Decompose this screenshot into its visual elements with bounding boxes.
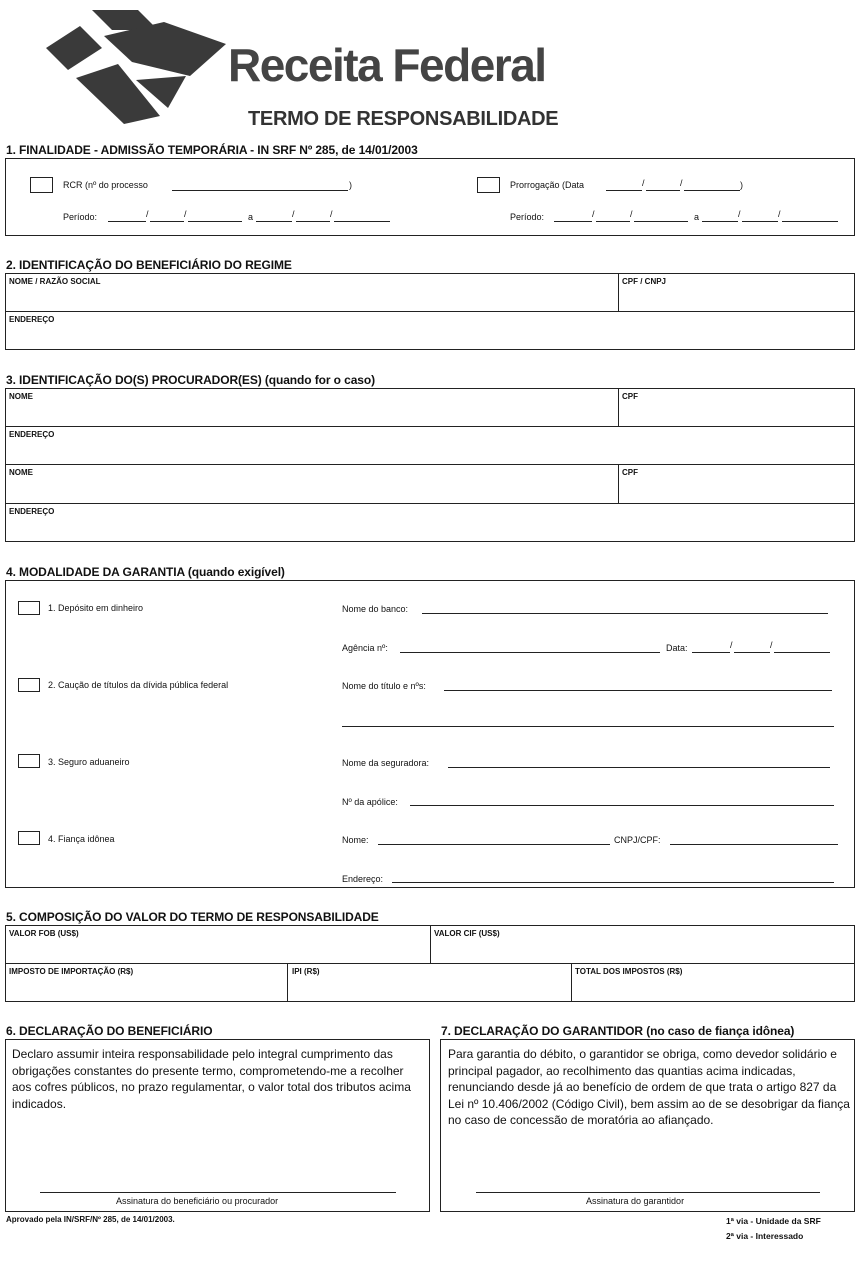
date-slash: / <box>592 209 595 219</box>
divider <box>618 464 619 503</box>
fianca-endereco-label: Endereço: <box>342 874 384 884</box>
periodo2-end-day[interactable] <box>702 221 738 222</box>
valor-cif-field[interactable]: VALOR CIF (US$) <box>434 929 500 938</box>
periodo-start-day[interactable] <box>108 221 146 222</box>
rcr-close: ) <box>349 180 352 190</box>
date-slash: / <box>292 209 295 219</box>
banco-field[interactable] <box>422 613 828 614</box>
brand-name: Receita Federal <box>228 39 546 91</box>
banco-label: Nome do banco: <box>342 604 409 614</box>
date-slash: / <box>146 209 149 219</box>
section-4-title: 4. MODALIDADE DA GARANTIA (quando exigível) <box>6 565 285 579</box>
section-1-box <box>5 158 855 236</box>
prorrogacao-month-field[interactable] <box>646 190 680 191</box>
periodo-a-label: a <box>248 212 254 222</box>
rcr-label: RCR (nº do processo <box>63 180 148 190</box>
fianca-cnpj-label: CNPJ/CPF: <box>614 835 661 845</box>
seguro-label: 3. Seguro aduaneiro <box>48 757 130 767</box>
procurador2-cpf-field[interactable]: CPF <box>622 468 638 477</box>
prorrogacao-close: ) <box>740 180 743 190</box>
beneficiary-address-field[interactable]: ENDEREÇO <box>9 315 55 324</box>
rcr-checkbox[interactable] <box>30 177 53 193</box>
deposito-label: 1. Depósito em dinheiro <box>48 603 144 613</box>
total-impostos-field[interactable]: TOTAL DOS IMPOSTOS (R$) <box>575 967 683 976</box>
procurador1-cpf-field[interactable]: CPF <box>622 392 638 401</box>
imposto-importacao-field[interactable]: IMPOSTO DE IMPORTAÇÃO (R$) <box>9 967 134 976</box>
guarantor-signature-label: Assinatura do garantidor <box>586 1196 685 1206</box>
beneficiary-signature-label: Assinatura do beneficiário ou procurador <box>116 1196 279 1206</box>
section-3-title: 3. IDENTIFICAÇÃO DO(S) PROCURADOR(ES) (quando for o caso) <box>6 373 375 387</box>
beneficiary-signature-line[interactable] <box>40 1192 396 1193</box>
caucao-checkbox[interactable] <box>18 678 40 692</box>
periodo2-start-year[interactable] <box>634 221 688 222</box>
data-label: Data: <box>666 643 688 653</box>
procurador1-address-field[interactable]: ENDEREÇO <box>9 430 55 439</box>
section-1-title: 1. FINALIDADE - ADMISSÃO TEMPORÁRIA - IN SRF Nº 285, de 14/01/2003 <box>6 143 418 157</box>
divider <box>5 311 855 312</box>
procurador2-address-field[interactable]: ENDEREÇO <box>9 507 55 516</box>
date-slash: / <box>630 209 633 219</box>
divider <box>430 925 431 963</box>
approval-note: Aprovado pela IN/SRF/Nº 285, de 14/01/2003. <box>6 1215 175 1224</box>
section-3-box <box>5 388 855 542</box>
data-day-field[interactable] <box>692 652 730 653</box>
date-slash: / <box>184 209 187 219</box>
fianca-checkbox[interactable] <box>18 831 40 845</box>
caucao-label: 2. Caução de títulos da dívida pública federal <box>48 680 229 690</box>
titulo-field[interactable] <box>444 690 832 691</box>
titulo-label: Nome do título e nºs: <box>342 681 426 691</box>
valor-fob-field[interactable]: VALOR FOB (US$) <box>9 929 79 938</box>
date-slash: / <box>680 178 683 188</box>
prorrogacao-checkbox[interactable] <box>477 177 500 193</box>
periodo-a-label: a <box>694 212 700 222</box>
periodo-end-month[interactable] <box>296 221 330 222</box>
divider <box>5 464 855 465</box>
section-6-title: 6. DECLARAÇÃO DO BENEFICIÁRIO <box>6 1024 213 1038</box>
section-5-title: 5. COMPOSIÇÃO DO VALOR DO TERMO DE RESPONSABILIDADE <box>6 910 379 924</box>
periodo-end-day[interactable] <box>256 221 292 222</box>
date-slash: / <box>770 640 773 650</box>
fianca-cnpj-field[interactable] <box>670 844 838 845</box>
divider <box>618 388 619 426</box>
beneficiary-cpf-field[interactable]: CPF / CNPJ <box>622 277 667 286</box>
titulo-field-line2[interactable] <box>342 726 834 727</box>
divider <box>618 273 619 311</box>
date-slash: / <box>778 209 781 219</box>
beneficiary-declaration-text: Declaro assumir inteira responsabilidade pelo integral cumprimento das obrigações constantes do presente termo, comprometendo-me a recolher aos cofres públicos, no prazo regulamentar, o valor total dos tributos acima indicados. <box>12 1047 411 1111</box>
beneficiary-name-field[interactable]: NOME / RAZÃO SOCIAL <box>9 277 101 286</box>
periodo2-start-day[interactable] <box>554 221 592 222</box>
deposito-checkbox[interactable] <box>18 601 40 615</box>
periodo-label: Período: <box>63 212 98 222</box>
fianca-endereco-field[interactable] <box>392 882 834 883</box>
procurador2-name-field[interactable]: NOME <box>9 468 33 477</box>
agencia-label: Agência nº: <box>342 643 388 653</box>
date-slash: / <box>642 178 645 188</box>
divider <box>5 963 855 964</box>
divider <box>5 503 855 504</box>
data-month-field[interactable] <box>734 652 770 653</box>
fianca-nome-label: Nome: <box>342 835 369 845</box>
date-slash: / <box>738 209 741 219</box>
divider <box>5 426 855 427</box>
data-year-field[interactable] <box>774 652 830 653</box>
divider <box>571 963 572 1002</box>
prorrogacao-label: Prorrogação (Data <box>510 180 585 190</box>
receita-federal-logo-icon <box>40 4 230 126</box>
apolice-field[interactable] <box>410 805 834 806</box>
fianca-nome-field[interactable] <box>378 844 610 845</box>
periodo-end-year[interactable] <box>334 221 390 222</box>
first-copy-note: 1ª via - Unidade da SRF <box>726 1216 821 1226</box>
date-slash: / <box>330 209 333 219</box>
section-7-title: 7. DECLARAÇÃO DO GARANTIDOR (no caso de fiança idônea) <box>441 1024 795 1038</box>
section-4-box <box>5 580 855 888</box>
seguradora-label: Nome da seguradora: <box>342 758 430 768</box>
procurador1-name-field[interactable]: NOME <box>9 392 33 401</box>
second-copy-note: 2ª via - Interessado <box>726 1231 804 1241</box>
guarantor-declaration-text: Para garantia do débito, o garantidor se obriga, como devedor solidário e principal pagador, ao recolhimento das quantias acima indicadas, renunciando desde já ao benefício de ordem de que trata o artigo 827 da Lei nº 10.406/2002 (Código Civil), bem assim ao de se desobrigar da fiança no caso de concessão de moratória ao afiançado. <box>448 1047 850 1127</box>
periodo-start-year[interactable] <box>188 221 242 222</box>
divider <box>287 963 288 1002</box>
document-title: TERMO DE RESPONSABILIDADE <box>248 108 559 130</box>
guarantor-signature-line[interactable] <box>476 1192 820 1193</box>
seguradora-field[interactable] <box>448 767 830 768</box>
rcr-process-field[interactable] <box>172 190 348 191</box>
periodo2-end-month[interactable] <box>742 221 778 222</box>
periodo2-end-year[interactable] <box>782 221 838 222</box>
ipi-field[interactable]: IPI (R$) <box>292 967 320 976</box>
fianca-label: 4. Fiança idônea <box>48 834 115 844</box>
prorrogacao-day-field[interactable] <box>606 190 642 191</box>
apolice-label: Nº da apólice: <box>342 797 398 807</box>
periodo-start-month[interactable] <box>150 221 184 222</box>
date-slash: / <box>730 640 733 650</box>
periodo-label: Período: <box>510 212 545 222</box>
seguro-checkbox[interactable] <box>18 754 40 768</box>
prorrogacao-year-field[interactable] <box>684 190 740 191</box>
periodo2-start-month[interactable] <box>596 221 630 222</box>
section-2-title: 2. IDENTIFICAÇÃO DO BENEFICIÁRIO DO REGIME <box>6 258 292 272</box>
agencia-field[interactable] <box>400 652 660 653</box>
